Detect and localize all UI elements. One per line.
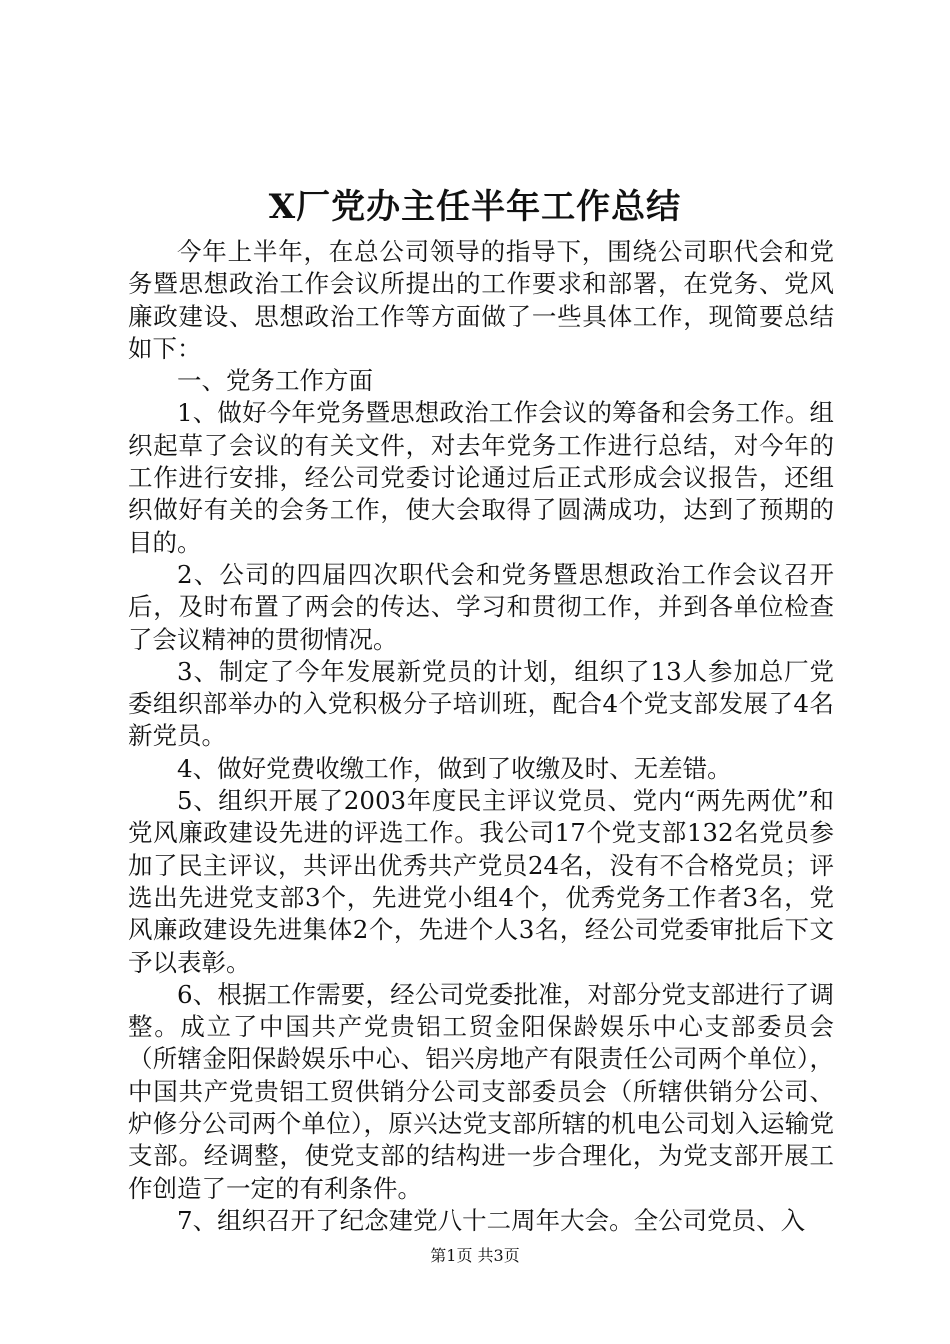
- section-heading-party-affairs: 一、党务工作方面: [177, 366, 373, 396]
- paragraph-item-3: 3、制定了今年发展新党员的计划，组织了13人参加总厂党委组织部举办的入党积极分子培训班，配合4个党支部发展了4名新党员。: [128, 656, 834, 751]
- paragraph-item-1: 1、做好今年党务暨思想政治工作会议的筹备和会务工作。组织起草了会议的有关文件，对去年党务工作进行总结，对今年的工作进行安排，经公司党委讨论通过后正式形成会议报告，还组织做好有关的会务工作，使大会取得了圆满成功，达到了预期的目的。: [128, 398, 834, 557]
- paragraph-item-2: 2、公司的四届四次职代会和党务暨思想政治工作会议召开后，及时布置了两会的传达、学习和贯彻工作，并到各单位检查了会议精神的贯彻情况。: [128, 559, 834, 654]
- paragraph-item-5: 5、组织开展了2003年度民主评议党员、党内“两先两优”和党风廉政建设先进的评选工作。我公司17个党支部132名党员参加了民主评议，共评出优秀共产党员24名，没有不合格党员；评选出先进党支部3个，先进党小组4个，优秀党务工作者3名，党风廉政建设先进集体2个，先进个人3名，经公司党委审批后下文予以表彰。: [128, 786, 834, 977]
- paragraph-item-7: 7、组织召开了纪念建党八十二周年大会。全公司党员、入: [177, 1205, 806, 1235]
- paragraph-item-6: 6、根据工作需要，经公司党委批准，对部分党支部进行了调整。成立了中国共产党贵铝工贸金阳保龄娱乐中心支部委员会（所辖金阳保龄娱乐中心、铝兴房地产有限责任公司两个单位），中国共产党贵铝工贸供销分公司支部委员会（所辖供销分公司、炉修分公司两个单位），原兴达党支部所辖的机电公司划入运输党支部。经调整，使党支部的结构进一步合理化，为党支部开展工作创造了一定的有利条件。: [128, 979, 834, 1203]
- paragraph-item-4: 4、做好党费收缴工作，做到了收缴及时、无差错。: [177, 753, 732, 783]
- page-footer: 第1页 共3页: [430, 1246, 520, 1265]
- paragraph-intro: 今年上半年，在总公司领导的指导下，围绕公司职代会和党务暨思想政治工作会议所提出的工作要求和部署，在党务、党风廉政建设、思想政治工作等方面做了一些具体工作，现简要总结如下：: [128, 237, 834, 363]
- document-body: [128, 236, 834, 1237]
- document-title: X厂党办主任半年工作总结: [268, 187, 682, 227]
